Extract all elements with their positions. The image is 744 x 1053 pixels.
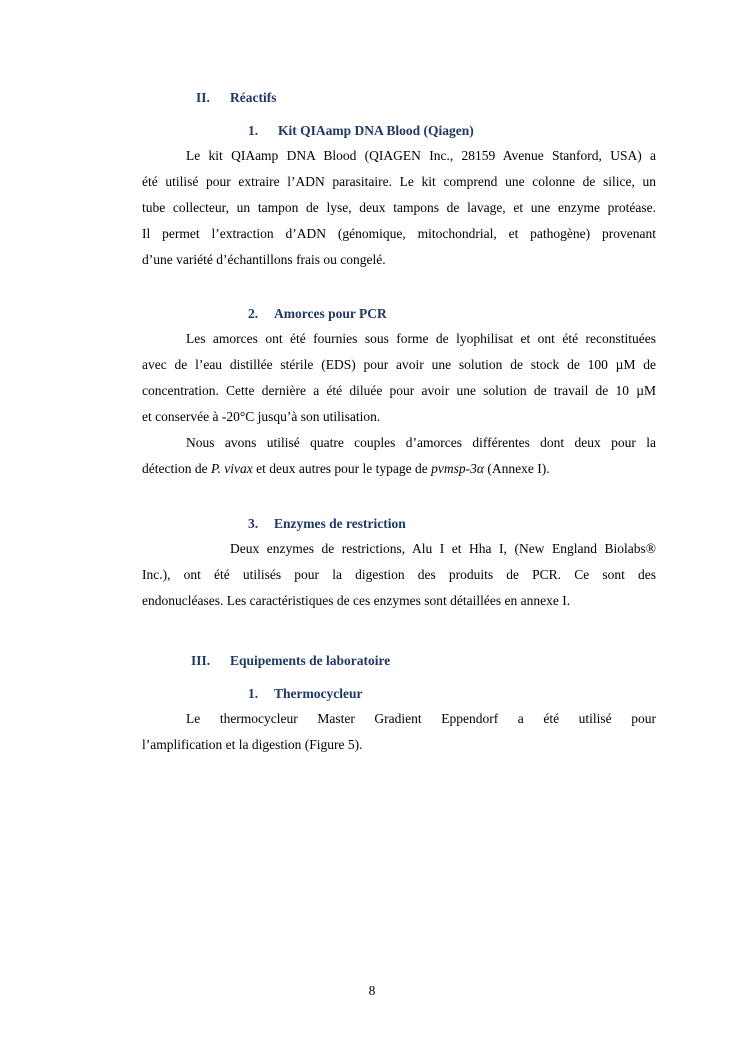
paragraph-line: endonucléases. Les caractéristiques de ces enzymes sont détaillées en annexe I. — [142, 593, 571, 608]
paragraph-line: Le kit QIAamp DNA Blood (QIAGEN Inc., 28159 Avenue Stanford, USA) a — [186, 148, 656, 163]
paragraph-line: avec de l’eau distillée stérile (EDS) pour avoir une solution de stock de 100 µM de — [142, 357, 656, 372]
section-title: Equipements de laboratoire — [230, 653, 391, 668]
paragraph-line: Inc.), ont été utilisés pour la digestion des produits de PCR. Ce sont des — [142, 567, 656, 582]
subsection-heading-enzymes-restriction — [248, 515, 406, 533]
text-run: (Annexe I). — [483, 461, 550, 476]
subsection-number: 2. — [248, 306, 259, 321]
paragraph-line: été utilisé pour extraire l’ADN parasitaire. Le kit comprend une colonne de silice, un — [142, 174, 656, 189]
paragraph-line: Les amorces ont été fournies sous forme de lyophilisat et ont été reconstituées — [186, 331, 656, 346]
paragraph-line: et conservée à -20°C jusqu’à son utilisation. — [142, 409, 381, 424]
paragraph-line: tube collecteur, un tampon de lyse, deux tampons de lavage, et une enzyme protéase. — [142, 200, 656, 215]
subsection-title: Enzymes de restriction — [274, 516, 406, 531]
subsection-title: Thermocycleur — [274, 686, 363, 701]
section-number: II. — [196, 90, 210, 105]
section-number: III. — [191, 653, 211, 668]
species-name: P. vivax — [210, 461, 253, 476]
paragraph-line: concentration. Cette dernière a été diluée pour avoir une solution de travail de 10 µM — [142, 383, 656, 398]
text-run: et deux autres pour le typage de — [252, 461, 432, 476]
paragraph-amorces-pcr — [142, 326, 656, 482]
subsection-number: 1. — [248, 123, 259, 138]
subsection-title: Amorces pour PCR — [274, 306, 387, 321]
paragraph-line: d’une variété d’échantillons frais ou congelé. — [142, 252, 386, 267]
paragraph-thermocycleur — [142, 706, 656, 758]
paragraph-line: Il permet l’extraction d’ADN (génomique, mitochondrial, et pathogène) provenant — [142, 226, 656, 241]
paragraph-line-with-italics — [142, 456, 656, 482]
gene-name: pvmsp-3α — [431, 461, 484, 476]
section-heading-reactifs — [196, 89, 276, 107]
text-run: détection de — [142, 461, 211, 476]
paragraph-kit-qiaamp — [142, 143, 656, 273]
subsection-heading-thermocycleur — [248, 685, 362, 703]
section-title: Réactifs — [230, 90, 277, 105]
subsection-number: 1. — [248, 686, 259, 701]
paragraph-line: l’amplification et la digestion (Figure 5). — [142, 737, 363, 752]
section-heading-equipements — [191, 652, 390, 670]
paragraph-line: Nous avons utilisé quatre couples d’amorces différentes dont deux pour la — [186, 435, 656, 450]
paragraph-enzymes-restriction — [142, 536, 656, 614]
subsection-heading-kit-qiaamp — [248, 122, 474, 140]
paragraph-line: Le thermocycleur Master Gradient Eppendorf a été utilisé pour — [186, 711, 656, 726]
page-number: 8 — [368, 983, 376, 998]
paragraph-line: Deux enzymes de restrictions, Alu I et Hha I, (New England Biolabs® — [230, 541, 656, 556]
subsection-heading-amorces-pcr — [248, 305, 387, 323]
subsection-number: 3. — [248, 516, 259, 531]
subsection-title: Kit QIAamp DNA Blood (Qiagen) — [278, 123, 474, 138]
